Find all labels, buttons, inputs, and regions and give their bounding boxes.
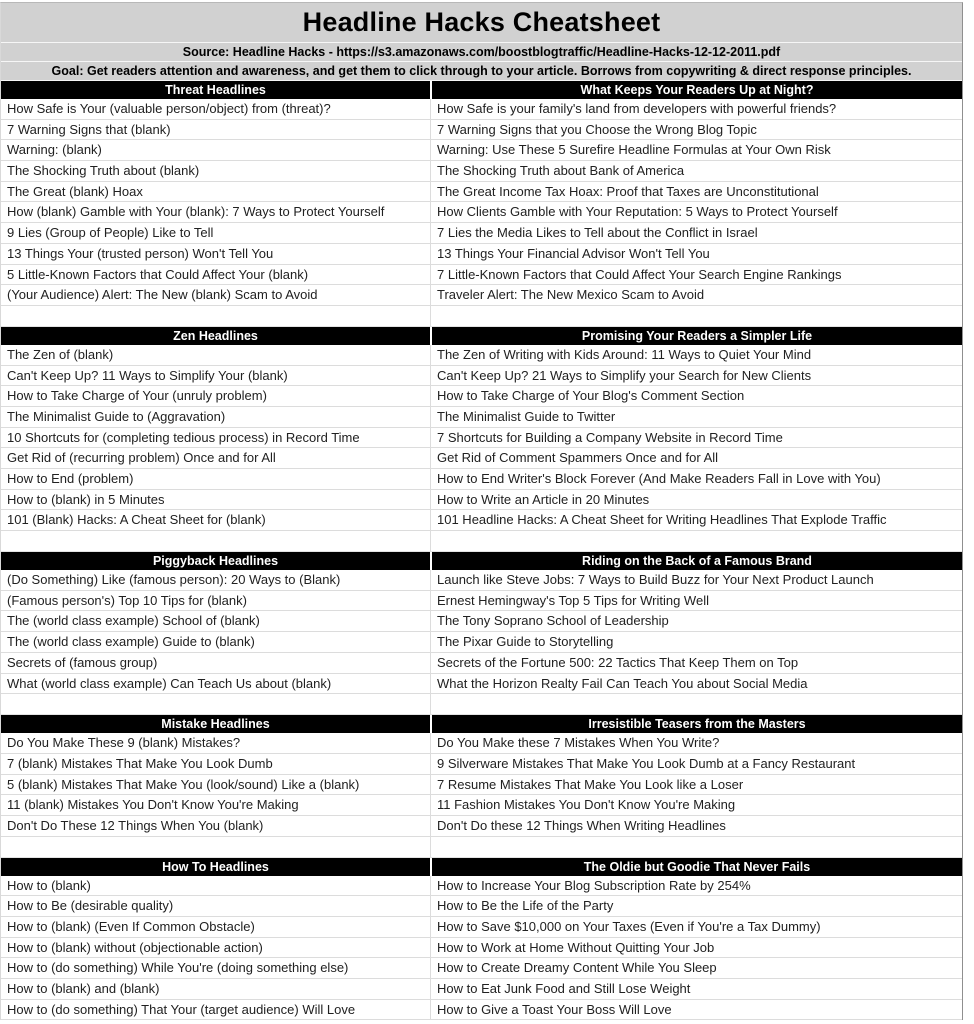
table-row	[1, 202, 962, 223]
goal-line: Goal: Get readers attention and awareness, and get them to click through to your article. Borrows from copywriting & direct response principles.	[1, 62, 962, 81]
template-cell: 10 Shortcuts for (completing tedious process) in Record Time	[1, 428, 430, 449]
sections-container	[1, 81, 962, 1020]
spacer-cell	[430, 837, 962, 858]
spacer-cell	[1, 306, 430, 327]
table-row	[1, 653, 962, 674]
example-cell: Traveler Alert: The New Mexico Scam to Avoid	[430, 285, 962, 306]
source-line: Source: Headline Hacks - https://s3.amazonaws.com/boostblogtraffic/Headline-Hacks-12-12-2011.pdf	[1, 43, 962, 62]
spacer-cell	[1, 837, 430, 858]
table-row	[1, 591, 962, 612]
template-cell: 11 (blank) Mistakes You Don't Know You're Making	[1, 795, 430, 816]
example-cell: The Minimalist Guide to Twitter	[430, 407, 962, 428]
section-spacer-row	[1, 531, 962, 552]
example-cell: 101 Headline Hacks: A Cheat Sheet for Writing Headlines That Explode Traffic	[430, 510, 962, 531]
table-row	[1, 733, 962, 754]
section-header-row	[1, 552, 962, 570]
template-cell: The Shocking Truth about (blank)	[1, 161, 430, 182]
table-row	[1, 1000, 962, 1021]
table-row	[1, 632, 962, 653]
table-row	[1, 896, 962, 917]
section-spacer-row	[1, 306, 962, 327]
section-template-title: Zen Headlines	[1, 327, 430, 345]
table-row	[1, 120, 962, 141]
section-example-title: Irresistible Teasers from the Masters	[432, 715, 962, 733]
example-cell: How to Save $10,000 on Your Taxes (Even if You're a Tax Dummy)	[430, 917, 962, 938]
section-example-title: Promising Your Readers a Simpler Life	[432, 327, 962, 345]
template-cell: Get Rid of (recurring problem) Once and for All	[1, 448, 430, 469]
table-row	[1, 366, 962, 387]
example-cell: 7 Resume Mistakes That Make You Look like a Loser	[430, 775, 962, 796]
example-cell: How to Work at Home Without Quitting Your Job	[430, 938, 962, 959]
example-cell: How to Take Charge of Your Blog's Comment Section	[430, 386, 962, 407]
table-row	[1, 754, 962, 775]
table-row	[1, 448, 962, 469]
template-cell: How to (blank) without (objectionable action)	[1, 938, 430, 959]
section-header-row	[1, 327, 962, 345]
example-cell: Warning: Use These 5 Surefire Headline Formulas at Your Own Risk	[430, 140, 962, 161]
example-cell: How to Write an Article in 20 Minutes	[430, 490, 962, 511]
table-row	[1, 345, 962, 366]
template-cell: Do You Make These 9 (blank) Mistakes?	[1, 733, 430, 754]
spacer-cell	[430, 694, 962, 715]
spacer-cell	[1, 694, 430, 715]
table-row	[1, 428, 962, 449]
table-row	[1, 140, 962, 161]
section-header-row	[1, 81, 962, 99]
table-row	[1, 876, 962, 897]
template-cell: (Your Audience) Alert: The New (blank) Scam to Avoid	[1, 285, 430, 306]
section-header-row	[1, 858, 962, 876]
example-cell: 11 Fashion Mistakes You Don't Know You're Making	[430, 795, 962, 816]
example-cell: How to Be the Life of the Party	[430, 896, 962, 917]
table-row	[1, 917, 962, 938]
table-row	[1, 611, 962, 632]
section-header-row	[1, 715, 962, 733]
table-row	[1, 265, 962, 286]
example-cell: Secrets of the Fortune 500: 22 Tactics That Keep Them on Top	[430, 653, 962, 674]
section-example-title: The Oldie but Goodie That Never Fails	[432, 858, 962, 876]
table-row	[1, 775, 962, 796]
table-row	[1, 510, 962, 531]
template-cell: How to (blank) (Even If Common Obstacle)	[1, 917, 430, 938]
section-spacer-row	[1, 837, 962, 858]
example-cell: Do You Make these 7 Mistakes When You Write?	[430, 733, 962, 754]
table-row	[1, 938, 962, 959]
template-cell: How to Take Charge of Your (unruly problem)	[1, 386, 430, 407]
example-cell: How to End Writer's Block Forever (And Make Readers Fall in Love with You)	[430, 469, 962, 490]
table-row	[1, 407, 962, 428]
section-example-title: What Keeps Your Readers Up at Night?	[432, 81, 962, 99]
template-cell: 5 Little-Known Factors that Could Affect Your (blank)	[1, 265, 430, 286]
template-cell: The (world class example) School of (blank)	[1, 611, 430, 632]
headline-hacks-cheatsheet	[0, 2, 963, 1020]
template-cell: (Do Something) Like (famous person): 20 Ways to (Blank)	[1, 570, 430, 591]
template-cell: Don't Do These 12 Things When You (blank)	[1, 816, 430, 837]
example-cell: 7 Lies the Media Likes to Tell about the Conflict in Israel	[430, 223, 962, 244]
table-row	[1, 570, 962, 591]
example-cell: How to Create Dreamy Content While You Sleep	[430, 958, 962, 979]
section-template-title: How To Headlines	[1, 858, 430, 876]
example-cell: How to Increase Your Blog Subscription Rate by 254%	[430, 876, 962, 897]
section	[1, 858, 962, 1021]
example-cell: 7 Little-Known Factors that Could Affect Your Search Engine Rankings	[430, 265, 962, 286]
example-cell: What the Horizon Realty Fail Can Teach You about Social Media	[430, 674, 962, 695]
section	[1, 327, 962, 531]
section	[1, 81, 962, 306]
example-cell: Don't Do these 12 Things When Writing Headlines	[430, 816, 962, 837]
template-cell: 13 Things Your (trusted person) Won't Tell You	[1, 244, 430, 265]
example-cell: Launch like Steve Jobs: 7 Ways to Build Buzz for Your Next Product Launch	[430, 570, 962, 591]
template-cell: The (world class example) Guide to (blank)	[1, 632, 430, 653]
example-cell: How Clients Gamble with Your Reputation: 5 Ways to Protect Yourself	[430, 202, 962, 223]
example-cell: How to Give a Toast Your Boss Will Love	[430, 1000, 962, 1021]
section-template-title: Piggyback Headlines	[1, 552, 430, 570]
example-cell: Ernest Hemingway's Top 5 Tips for Writing Well	[430, 591, 962, 612]
template-cell: How to (blank) in 5 Minutes	[1, 490, 430, 511]
template-cell: The Zen of (blank)	[1, 345, 430, 366]
spacer-cell	[430, 306, 962, 327]
example-cell: The Shocking Truth about Bank of America	[430, 161, 962, 182]
table-row	[1, 979, 962, 1000]
table-row	[1, 99, 962, 120]
table-row	[1, 816, 962, 837]
table-row	[1, 223, 962, 244]
section-template-title: Mistake Headlines	[1, 715, 430, 733]
table-row	[1, 161, 962, 182]
template-cell: Secrets of (famous group)	[1, 653, 430, 674]
example-cell: 9 Silverware Mistakes That Make You Look Dumb at a Fancy Restaurant	[430, 754, 962, 775]
template-cell: How (blank) Gamble with Your (blank): 7 Ways to Protect Yourself	[1, 202, 430, 223]
template-cell: (Famous person's) Top 10 Tips for (blank)	[1, 591, 430, 612]
table-row	[1, 285, 962, 306]
table-row	[1, 469, 962, 490]
template-cell: How to (blank)	[1, 876, 430, 897]
template-cell: How to (blank) and (blank)	[1, 979, 430, 1000]
example-cell: 7 Shortcuts for Building a Company Website in Record Time	[430, 428, 962, 449]
template-cell: 5 (blank) Mistakes That Make You (look/sound) Like a (blank)	[1, 775, 430, 796]
table-row	[1, 958, 962, 979]
spacer-cell	[1, 531, 430, 552]
example-cell: The Zen of Writing with Kids Around: 11 Ways to Quiet Your Mind	[430, 345, 962, 366]
section-spacer-row	[1, 694, 962, 715]
template-cell: How Safe is Your (valuable person/object) from (threat)?	[1, 99, 430, 120]
template-cell: How to End (problem)	[1, 469, 430, 490]
template-cell: How to Be (desirable quality)	[1, 896, 430, 917]
spacer-cell	[430, 531, 962, 552]
template-cell: Can't Keep Up? 11 Ways to Simplify Your (blank)	[1, 366, 430, 387]
template-cell: Warning: (blank)	[1, 140, 430, 161]
page-title: Headline Hacks Cheatsheet	[1, 3, 962, 43]
table-row	[1, 386, 962, 407]
table-row	[1, 182, 962, 203]
table-row	[1, 490, 962, 511]
example-cell: How to Eat Junk Food and Still Lose Weight	[430, 979, 962, 1000]
template-cell: 9 Lies (Group of People) Like to Tell	[1, 223, 430, 244]
template-cell: What (world class example) Can Teach Us about (blank)	[1, 674, 430, 695]
section-example-title: Riding on the Back of a Famous Brand	[432, 552, 962, 570]
template-cell: The Great (blank) Hoax	[1, 182, 430, 203]
table-row	[1, 795, 962, 816]
template-cell: The Minimalist Guide to (Aggravation)	[1, 407, 430, 428]
section	[1, 715, 962, 836]
example-cell: 7 Warning Signs that you Choose the Wrong Blog Topic	[430, 120, 962, 141]
example-cell: 13 Things Your Financial Advisor Won't Tell You	[430, 244, 962, 265]
template-cell: 101 (Blank) Hacks: A Cheat Sheet for (blank)	[1, 510, 430, 531]
template-cell: 7 Warning Signs that (blank)	[1, 120, 430, 141]
section-template-title: Threat Headlines	[1, 81, 430, 99]
template-cell: How to (do something) While You're (doing something else)	[1, 958, 430, 979]
example-cell: Can't Keep Up? 21 Ways to Simplify your Search for New Clients	[430, 366, 962, 387]
table-row	[1, 244, 962, 265]
template-cell: How to (do something) That Your (target audience) Will Love	[1, 1000, 430, 1021]
template-cell: 7 (blank) Mistakes That Make You Look Dumb	[1, 754, 430, 775]
example-cell: Get Rid of Comment Spammers Once and for All	[430, 448, 962, 469]
example-cell: The Pixar Guide to Storytelling	[430, 632, 962, 653]
example-cell: How Safe is your family's land from developers with powerful friends?	[430, 99, 962, 120]
section	[1, 552, 962, 694]
example-cell: The Tony Soprano School of Leadership	[430, 611, 962, 632]
example-cell: The Great Income Tax Hoax: Proof that Taxes are Unconstitutional	[430, 182, 962, 203]
table-row	[1, 674, 962, 695]
